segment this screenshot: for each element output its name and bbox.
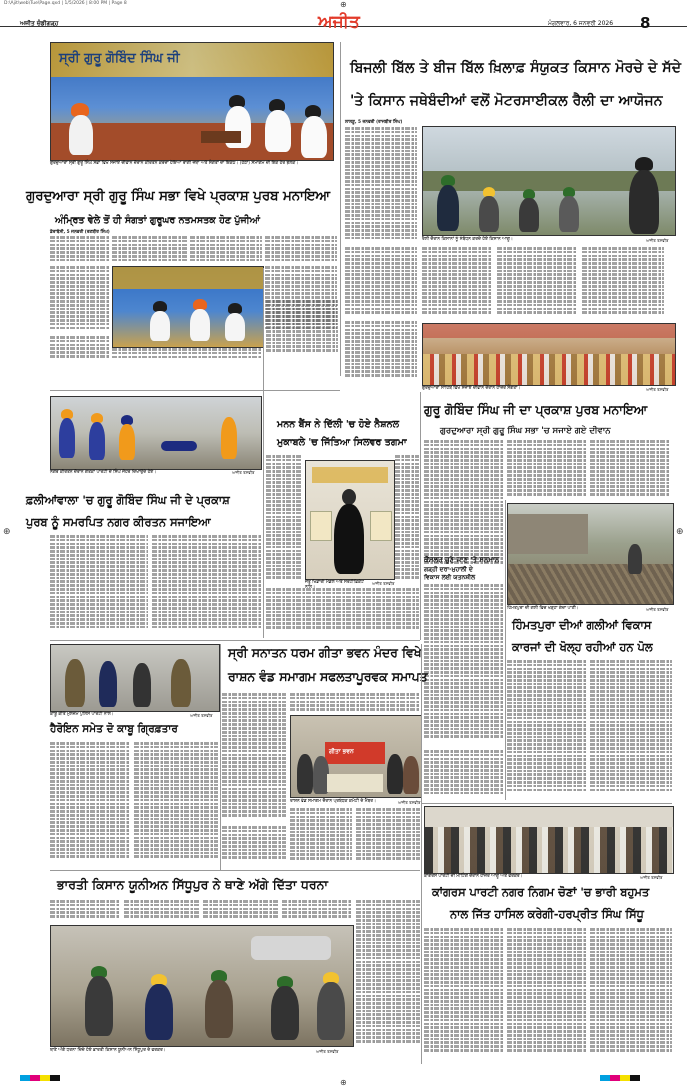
- heroin-col2: [134, 742, 218, 866]
- sanatan-headline-line2: ਰਾਸ਼ਨ ਵੰਡ ਸਮਾਗਮ ਸਫਲਤਾਪੂਰਵਕ ਸਮਾਪਤ: [228, 670, 428, 684]
- certificate-banner: [312, 467, 388, 483]
- congress-credit: ਅਜੀਤ ਤਸਵੀਰ: [640, 875, 663, 880]
- bijli-headline-line2: 'ਤੇ ਕਿਸਾਨ ਜਥੇਬੰਦੀਆਂ ਵਲੋਂ ਮੋਟਰਸਾਈਕਲ ਰੈਲੀ ਦਾ ਆਯੋਜਨ: [350, 93, 663, 109]
- bijli-body-col4: [582, 247, 664, 319]
- sangat-crowd: [423, 354, 675, 385]
- farmer-figure: [519, 198, 539, 232]
- himatpura-credit: ਅਜੀਤ ਤਸਵੀਰ: [646, 607, 669, 612]
- nagar-kirtan-col1: [50, 535, 148, 635]
- bijli-photo-caption: ਰੈਲੀ ਦੌਰਾਨ ਕਿਸਾਨਾਂ ਨੂੰ ਸੰਬੋਧਨ ਕਰਦੇ ਹੋਏ ਕਿਸਾਨ ਆਗੂ।: [422, 237, 513, 242]
- kaunsilar-body-2: [424, 750, 504, 800]
- bijli-body-col2: [422, 247, 492, 319]
- bijli-body-col1: [345, 127, 417, 245]
- registration-mark-top: ⊕: [340, 0, 347, 9]
- congress-col2: [507, 928, 587, 1058]
- color-bar: [20, 1075, 60, 1081]
- bijli-photo-credit: ਅਜੀਤ ਤਸਵੀਰ: [646, 238, 669, 243]
- martial-col1: [266, 455, 302, 585]
- congress-caption: ਕਾਂਗਰਸ ਪਾਰਟੀ ਦੀ ਮੀਟਿੰਗ ਦੌਰਾਨ ਹਾਜ਼ਰ ਆਗੂ ਅਤੇ ਵਰਕਰ।: [424, 874, 523, 879]
- martial-credit: ਅਜੀਤ ਤਸਵੀਰ: [372, 581, 395, 586]
- prakash-body-col1b: [50, 266, 110, 334]
- congress-col1: [424, 928, 504, 1058]
- nagar-kirtan-credit: ਅਜੀਤ ਤਸਵੀਰ: [232, 470, 255, 475]
- athlete-figure: [334, 504, 364, 574]
- sanatan-col2b: [290, 808, 352, 866]
- heroin-caption: ਕਾਬੂ ਕੀਤੇ ਮੁਲਜ਼ਮ ਪੁਲਿਸ ਪਾਰਟੀ ਨਾਲ।: [50, 712, 114, 717]
- sanatan-ration-photo: [290, 715, 422, 798]
- kirtan-small-col2: [507, 440, 587, 500]
- speaker-figure: [629, 170, 659, 234]
- room-wall: [425, 807, 673, 827]
- file-slug: D:\Ajit\web\Tue\Page.qxd | 1/5/2026 | 8:00 PM | Page 8: [4, 1, 127, 6]
- nagar-kirtan-col2: [152, 535, 262, 635]
- himatpura-col1: [507, 660, 587, 800]
- bijli-headline-line1: ਬਿਜਲੀ ਬਿੱਲ ਤੇ ਬੀਜ ਬਿੱਲ ਖ਼ਿਲਾਫ਼ ਸੰਯੁਕਤ ਕਿਸਾਨ ਮੋਰਚੇ ਦੇ ਸੱਦੇ: [350, 60, 682, 76]
- kirtan-small-col1: [424, 440, 504, 570]
- bijli-dateline: ਲਾਲੜੂ, 5 ਜਨਵਰੀ (ਰਾਜਬੀਰ ਸਿੰਘ): [345, 120, 403, 125]
- ragi-figure: [190, 309, 210, 341]
- registration-mark-left: ⊕: [3, 527, 11, 537]
- ration-table: [327, 774, 383, 792]
- police-officer: [171, 659, 191, 707]
- heroin-col1: [50, 742, 130, 866]
- ragi-figure: [225, 313, 245, 341]
- prakash-photo-caption: ਗੁਰਦੁਆਰਾ ਸ੍ਰੀ ਗੁਰੂ ਸਿੰਘ ਸਭਾ ਵਿਖੇ ਸਜਾਏ ਦੀਵਾਨ ਦੌਰਾਨ ਕੀਰਤਨ ਕਰਦਾ ਹੋਇਆ ਰਾਗੀ ਜਥਾ ਅਤੇ ਸੰਗਤਾਂ ਦਾ ਇਕੱਠ। (ਹੇਠਾਂ) ਸਮਾਗਮ ਦੀ ਇਕ ਹੋਰ ਝਲਕ।: [50, 161, 299, 166]
- issue-date: ਮੰਗਲਵਾਰ, 6 ਜਨਵਰੀ 2026: [548, 20, 614, 27]
- column-rule: [420, 392, 421, 640]
- registration-mark-right: ⊕: [676, 527, 684, 537]
- bku-headline: ਭਾਰਤੀ ਕਿਸਾਨ ਯੂਨੀਅਨ ਸਿੱਧੂਪੁਰ ਨੇ ਥਾਣੇ ਅੱਗੇ ਦਿੱਤਾ ਧਰਨਾ: [57, 877, 328, 892]
- nagar-kirtan-photo: [50, 396, 262, 470]
- martial-headline-line1: ਮਨਨ ਬੈਂਸ ਨੇ ਦਿੱਲੀ 'ਚ ਹੋਏ ਨੈਸ਼ਨਲ: [277, 419, 400, 430]
- bku-credit: ਅਜੀਤ ਤਸਵੀਰ: [316, 1049, 339, 1054]
- kirtan-stage-photo: [50, 42, 334, 161]
- column-rule: [340, 42, 341, 376]
- column-rule: [421, 644, 422, 1064]
- mela-body: [266, 300, 338, 360]
- muddy-ground: [508, 564, 673, 604]
- bku-col5: [356, 900, 420, 1050]
- protester-figure: [205, 980, 233, 1038]
- congress-headline-line1: ਕਾਂਗਰਸ ਪਾਰਟੀ ਨਗਰ ਨਿਗਮ ਚੋਣਾਂ 'ਚ ਭਾਰੀ ਬਹੁਮਤ: [432, 885, 650, 899]
- kirtan-small-caption: ਗੁਰਦੁਆਰਾ ਸਾਹਿਬ ਵਿਖੇ ਸਜਾਏ ਦੀਵਾਨ ਦੌਰਾਨ ਹਾਜ਼ਰ ਸੰਗਤਾਂ।: [422, 386, 521, 391]
- bijli-body-col1c: [345, 321, 417, 381]
- bijli-body-col1b: [345, 247, 417, 319]
- stage-banner-text: ਸ੍ਰੀ ਗੁਰੂ ਗੋਬਿੰਦ ਸਿੰਘ ਜੀ: [59, 51, 180, 66]
- congress-col3: [590, 928, 672, 1058]
- congress-meeting-photo: [424, 806, 674, 874]
- ragi-figure: [301, 116, 327, 158]
- prakash-body-col3: [190, 236, 262, 264]
- sanatan-caption: ਰਾਸ਼ਨ ਵੰਡ ਸਮਾਗਮ ਦੌਰਾਨ ਪ੍ਰਬੰਧਕ ਕਮੇਟੀ ਦੇ ਮੈਂਬਰ।: [290, 799, 376, 804]
- certificate-frame: [310, 511, 332, 541]
- martial-col3: [266, 588, 419, 632]
- gurdwara-sangat-photo: [422, 323, 676, 386]
- farmer-figure: [437, 185, 459, 231]
- ragi-figure: [150, 311, 170, 341]
- protester-figure: [85, 976, 113, 1036]
- section-rule: [50, 870, 420, 871]
- gatka-player: [59, 418, 75, 458]
- kaunsilar-sub1: ਗੜ੍ਹੀ ਦਰਾ-ਮੁਹਾਲੀ ਦੇ: [424, 566, 473, 573]
- meeting-attendees: [425, 827, 673, 873]
- himatpura-headline-line2: ਕਾਰਜਾਂ ਦੀ ਖੋਲ੍ਹ ਰਹੀਆਂ ਹਨ ਪੋਲ: [512, 640, 653, 654]
- canopy: [423, 324, 675, 338]
- section-rule: [50, 390, 340, 391]
- kirtan-small-subhead: ਗੁਰਦੁਆਰਾ ਸ੍ਰੀ ਗੁਰੂ ਸਿੰਘ ਸਭਾ 'ਚ ਸਜਾਏ ਗਏ ਦੀਵਾਨ: [440, 426, 611, 436]
- protester-figure: [145, 984, 173, 1040]
- gatka-player: [221, 417, 237, 459]
- color-bar: [600, 1075, 640, 1081]
- sanatan-headline-line1: ਸ੍ਰੀ ਸਨਾਤਨ ਧਰਮ ਗੀਤਾ ਭਵਨ ਮੰਦਰ ਵਿਖੇ: [228, 646, 422, 660]
- prakash-dateline: ਡੇਰਾਬੱਸੀ, 5 ਜਨਵਰੀ (ਰਣਬੀਰ ਸਿੰਘ): [50, 230, 110, 235]
- accused-person: [133, 663, 151, 707]
- gatka-player: [119, 424, 135, 460]
- house-wall: [508, 514, 588, 554]
- heroin-headline: ਹੈਰੋਇਨ ਸਮੇਤ ਦੋ ਕਾਬੂ ਗ੍ਰਿਫ਼ਤਾਰ: [50, 723, 178, 735]
- athlete-head: [342, 489, 356, 505]
- sanatan-col1b: [222, 826, 286, 866]
- bku-dharna-photo: [50, 925, 354, 1047]
- kaunsilar-headline: ਕੌਂਸਲਰ ਚੁਣੇ ਜਾਣ 'ਤੇ ਸਨਮਾਨ: [424, 556, 500, 564]
- sanatan-col2-top: [290, 693, 420, 713]
- sanatan-col1: [222, 693, 286, 823]
- himatpura-headline-line1: ਹਿੰਮਤਪੁਰਾ ਦੀਆਂ ਗਲੀਆਂ ਵਿਕਾਸ: [512, 618, 652, 632]
- parked-car: [251, 936, 331, 960]
- kirtan-small-credit: ਅਜੀਤ ਤਸਵੀਰ: [646, 387, 669, 392]
- bijli-body-col3: [497, 247, 577, 319]
- bku-col2: [124, 900, 199, 922]
- ragi-figure: [265, 110, 291, 152]
- bku-caption: ਥਾਣੇ ਅੱਗੇ ਧਰਨਾ ਦਿੰਦੇ ਹੋਏ ਭਾਰਤੀ ਕਿਸਾਨ ਯੂਨੀਅਨ ਸਿੱਧੂਪੁਰ ਦੇ ਵਰਕਰ।: [50, 1048, 166, 1053]
- kirtan-photo-2: [112, 266, 264, 348]
- bku-col1: [50, 900, 120, 922]
- martial-caption: ਜੇਤੂ ਖਿਡਾਰੀ ਮੈਡਲ ਅਤੇ ਸਰਟੀਫ਼ਿਕੇਟ: [305, 580, 364, 585]
- page-number: 8: [640, 14, 651, 32]
- harmonium: [201, 131, 241, 143]
- gatka-player: [89, 422, 105, 460]
- police-officer: [65, 659, 85, 707]
- accused-person: [99, 661, 117, 707]
- prakash-body-tail: [112, 348, 262, 362]
- prakash-body-col1: [50, 236, 110, 264]
- committee-member: [403, 756, 419, 794]
- speaker-turban: [635, 157, 653, 171]
- martial-athlete-photo: [305, 460, 395, 580]
- temple-banner-text: ਗੀਤਾ ਭਵਨ: [329, 748, 354, 755]
- protester-figure: [271, 986, 299, 1040]
- registration-mark-bottom: ⊕: [340, 1078, 347, 1087]
- farmer-figure: [559, 196, 579, 232]
- lying-performer: [161, 441, 197, 451]
- villager-figure: [628, 544, 642, 574]
- bku-col3: [203, 900, 278, 922]
- committee-member: [297, 754, 313, 794]
- nagar-kirtan-headline-line2: ਪੁਰਬ ਨੂੰ ਸਮਰਪਿਤ ਨਗਰ ਕੀਰਤਨ ਸਜਾਇਆ: [26, 515, 211, 529]
- farmer-figure: [479, 196, 499, 232]
- martial-headline-line2: ਮੁਕਾਬਲੇ 'ਚ ਜਿੱਤਿਆ ਸਿਲਵਰ ਤਗਮਾ: [277, 437, 407, 448]
- prakash-headline: ਗੁਰਦੁਆਰਾ ਸ੍ਰੀ ਗੁਰੂ ਸਿੰਘ ਸਭਾ ਵਿਖੇ ਪ੍ਰਕਾਸ਼ ਪੁਰਬ ਮਨਾਇਆ: [26, 189, 330, 204]
- singer-figure: [69, 115, 93, 155]
- committee-member: [387, 754, 403, 794]
- newspaper-logo: ਅਜੀਤ: [318, 12, 360, 32]
- bku-col4: [282, 900, 352, 922]
- stage-banner-2: [113, 267, 263, 289]
- kaunsilar-sub2: ਵਿਕਾਸ ਲਈ ਯਤਨਸ਼ੀਲ: [424, 574, 476, 581]
- himatpura-caption: ਹਿੰਮਤਪੁਰਾ ਦੀ ਗਲੀ ਵਿਚ ਖੜ੍ਹਾ ਗੰਦਾ ਪਾਣੀ।: [507, 606, 579, 611]
- kaunsilar-body: [424, 584, 504, 748]
- column-rule: [505, 500, 506, 800]
- bijli-rally-photo: [422, 126, 676, 236]
- column-rule: [220, 644, 221, 870]
- heroin-arrest-photo: [50, 644, 220, 712]
- himatpura-col2: [590, 660, 672, 800]
- prakash-subhead: ਅੰਮ੍ਰਿਤ ਵੇਲੇ ਤੋਂ ਹੀ ਸੰਗਤਾਂ ਗੁਰੂਘਰ ਨਤਮਸਤਕ ਹੋਣ ਪੁੱਜੀਆਂ: [55, 215, 260, 226]
- himatpura-street-photo: [507, 503, 674, 605]
- prakash-body-col2: [112, 236, 187, 264]
- section-rule: [50, 640, 420, 641]
- prakash-body-col1c: [50, 336, 110, 362]
- kirtan-small-col3: [590, 440, 670, 500]
- martial-col2: [395, 455, 419, 585]
- congress-headline-line2: ਨਾਲ ਜਿੱਤ ਹਾਸਿਲ ਕਰੇਗੀ-ਹਰਪ੍ਰੀਤ ਸਿੰਘ ਸਿੱਧੂ: [450, 907, 644, 921]
- column-rule: [263, 268, 264, 638]
- prakash-body-col4: [265, 236, 337, 264]
- kirtan-small-headline: ਗੁਰੂ ਗੋਬਿੰਦ ਸਿੰਘ ਜੀ ਦਾ ਪ੍ਰਕਾਸ਼ ਪੁਰਬ ਮਨਾਇਆ: [424, 402, 648, 417]
- nagar-kirtan-caption: ਨਗਰ ਕੀਰਤਨ ਦੌਰਾਨ ਗਤਕਾ ਪਾਰਟੀ ਦੇ ਸਿੰਘ ਜੌਹਰ ਦਿਖਾਉਂਦੇ ਹੋਏ।: [50, 470, 157, 475]
- section-rule: [422, 803, 672, 804]
- certificate-frame: [370, 511, 392, 541]
- sanatan-col3: [356, 808, 420, 866]
- nagar-kirtan-headline-line1: ਫ਼ਲੀਆਂਵਾਲਾ 'ਚ ਗੁਰੂ ਗੋਬਿੰਦ ਸਿੰਘ ਜੀ ਦੇ ਪ੍ਰਕਾਸ਼: [26, 493, 230, 507]
- section-name: ਅਜੀਤ ਚੰਡੀਗੜ੍ਹ: [20, 20, 59, 27]
- sanatan-credit: ਅਜੀਤ ਤਸਵੀਰ: [398, 800, 421, 805]
- protester-figure: [317, 982, 345, 1040]
- heroin-credit: ਅਜੀਤ ਤਸਵੀਰ: [190, 713, 213, 718]
